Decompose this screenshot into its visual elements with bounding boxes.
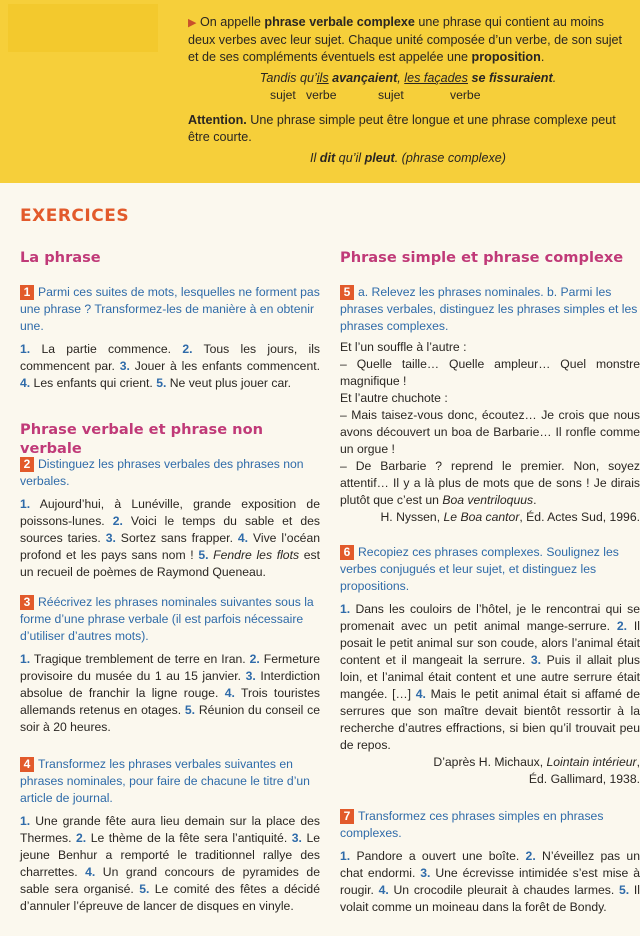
exercise-instruction: 4 Transformez les phrases verbales suivantes en phrases nominales, pour faire de chacune le titre d’un article de journal.: [20, 757, 310, 805]
text-line: Et l’autre chuchote :: [340, 391, 448, 405]
exercise-items: 1. Une grande fête aura lieu demain sur la place des Thermes. 2. Le thème de la fête sera l’antiquité. 3. Le jeune Benhur a remporté le traditionnel rallye des charrettes. 4. Un grand concours de pyramides de sable sera organisé. 5. Le comité des fêtes a décidé d’annuler l’épreuve de lancer de disques en vinyle.: [20, 814, 321, 913]
example-labels: [188, 87, 628, 104]
exercise-items: 1. Dans les couloirs de l’hôtel, je le rencontrai qui se promenait avec un petit animal mange-serrure. 2. Il posait le petit animal sur son coude, alors l’animal était content et il mangeait la serrure. 3. Puis il allait plus loin, et l’animal était content et une autre serrure était mangée. […] 4. Mais le petit animal était si affamé de serrures que son maître devait bientôt ressortir à la recherche d’autres effractions, si bien qu’il trouvait peu de repos.: [340, 602, 640, 752]
exercise-7: [340, 808, 640, 916]
label-verbe: verbe: [306, 88, 337, 102]
exercise-6: [340, 544, 640, 788]
definition-box: [188, 14, 628, 167]
section-heading: La phrase: [20, 249, 101, 266]
section-heading: Phrase simple et phrase complexe: [340, 249, 624, 266]
exercise-instruction: 6 Recopiez ces phrases complexes. Soulignez les verbes conjugués et leur sujet, et distinguez les propositions.: [340, 545, 619, 593]
exercise-2: [20, 456, 320, 581]
label-sujet: sujet: [270, 88, 296, 102]
exercise-instruction: 7 Transformez ces phrases simples en phrases complexes.: [340, 809, 604, 840]
exercise-items: 1. Aujourd’hui, à Lunéville, grande exposition de poissons-lunes. 2. Voici le temps du sable et des sources taries. 3. Sortez sans frapper. 4. Vive l’océan profond et les pays sans nom ! 5. Fendre les flots est un recueil de poèmes de Raymond Queneau.: [20, 497, 320, 579]
exercise-instruction: 3 Réécrivez les phrases nominales suivantes sous la forme d’une phrase verbale (il est parfois nécessaire d’utiliser d’autres mots).: [20, 595, 314, 643]
source-citation: H. Nyssen, Le Boa cantor, Éd. Actes Sud, 1996.: [380, 510, 640, 524]
exercise-number: 1: [20, 285, 34, 300]
source-citation-line2: Éd. Gallimard, 1938.: [528, 772, 640, 786]
arrow-icon: ▶: [188, 17, 197, 29]
exercise-items: 1. La partie commence. 2. Tous les jours, ils commencent par. 3. Jouer à les enfants commencent. 4. Les enfants qui crient. 5. Ne veut plus jouer car.: [20, 342, 320, 390]
exercise-instruction: 2 Distinguez les phrases verbales des phrases non verbales.: [20, 457, 304, 488]
label-sujet: sujet: [378, 88, 404, 102]
exercise-number: 5: [340, 285, 354, 300]
exercise-number: 7: [340, 809, 354, 824]
exercise-3: [20, 594, 320, 736]
exercise-instruction: 1 Parmi ces suites de mots, lesquelles ne forment pas une phrase ? Transformez-les de manière à en obtenir une.: [20, 285, 320, 333]
exercise-number: 4: [20, 757, 34, 772]
example-sentence-1: Tandis qu’ils avançaient, les façades se fissuraient.: [259, 71, 557, 85]
attention-note: Attention. Une phrase simple peut être longue et une phrase complexe peut être courte.: [188, 113, 616, 144]
exercise-number: 2: [20, 457, 34, 472]
exercise-number: 6: [340, 545, 354, 560]
rule-band: [0, 0, 640, 183]
exercise-4: [20, 756, 320, 915]
definition-text: ▶ On appelle phrase verbale complexe une phrase qui contient au moins deux verbes avec leur sujet. Chaque unité composée d’un verbe, de son sujet et de ses compléments éventuels est appelée une proposition.: [188, 15, 623, 64]
exercise-1: [20, 284, 320, 392]
label-verbe: verbe: [450, 88, 481, 102]
source-citation: D’après H. Michaux, Lointain intérieur,: [433, 755, 640, 769]
section-heading: Phrase verbale et phrase non verbale: [20, 421, 263, 457]
exercise-items: 1. Pandore a ouvert une boîte. 2. N’éveillez pas un chat endormi. 3. Une écrevisse intimidée s’est mise à rougir. 4. Un crocodile pleurait à chaudes larmes. 5. Il volait comme un moineau dans la forêt de Bondy.: [340, 849, 640, 914]
text-line: – Quelle taille… Quelle ampleur… Quel monstre magnifique !: [340, 357, 640, 388]
exercise-5: [340, 284, 640, 526]
exercise-number: 3: [20, 595, 34, 610]
exercise-instruction: 5 a. Relevez les phrases nominales. b. Parmi les phrases verbales, distinguez les phrases simples et les phrases complexes.: [340, 285, 638, 333]
exercices-heading: EXERCICES: [20, 206, 130, 226]
text-line: Et l’un souffle à l’autre :: [340, 340, 467, 354]
faded-table-fragment: [8, 4, 158, 52]
example-sentence-2: Il dit qu’il pleut. (phrase complexe): [310, 151, 506, 165]
text-line: – De Barbarie ? reprend le premier. Non, soyez attentif… Il y a là plus de mots que de sons ! Je dirais plutôt que c’est un Boa ventriloquus.: [340, 459, 640, 507]
text-line: – Mais taisez-vous donc, écoutez… Je crois que nous avons découvert un boa de Barbarie… Il ronfle comme un orgue !: [340, 408, 640, 456]
exercise-items: 1. Tragique tremblement de terre en Iran. 2. Fermeture provisoire du musée du 1 au 15 janvier. 3. Interdiction absolue de franchir la ligne rouge. 4. Trois touristes allemands retenus en otages. 5. Réunion du conseil ce soir à 20 heures.: [20, 652, 320, 734]
